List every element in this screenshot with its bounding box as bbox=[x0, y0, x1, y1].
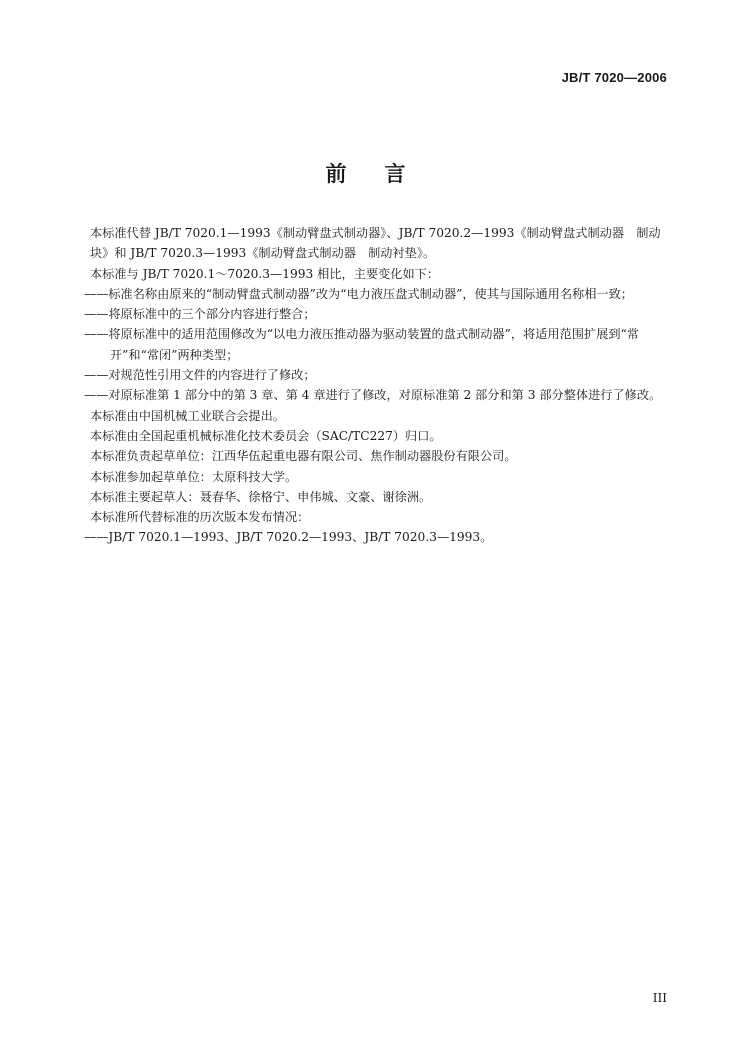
paragraph-drafters: 本标准主要起草人：聂春华、徐格宁、申伟城、文豪、谢徐洲。 bbox=[90, 489, 432, 504]
document-number: JB/T 7020—2006 bbox=[561, 70, 667, 85]
change-item-merge: ——将原标准中的三个部分内容进行整合； bbox=[84, 307, 316, 322]
title-char-1: 前 bbox=[325, 162, 349, 186]
change-item-name: ——标准名称由原来的“制动臂盘式制动器”改为“电力液压盘式制动器”，使其与国际通用名称相一致； bbox=[84, 286, 633, 301]
title-char-2: 言 bbox=[384, 162, 408, 186]
change-item-references: ——对规范性引用文件的内容进行了修改； bbox=[84, 368, 316, 383]
paragraph-proposer: 本标准由中国机械工业联合会提出。 bbox=[90, 408, 285, 423]
change-item-scope: ——将原标准中的适用范围修改为“以电力液压推动器为驱动装置的盘式制动器”，将适用范围扩展到“常开”和“常闭”两种类型； bbox=[84, 327, 639, 362]
history-item: ——JB/T 7020.1—1993、JB/T 7020.2—1993、JB/T 7020.3—1993。 bbox=[84, 530, 493, 545]
paragraph-committee: 本标准由全国起重机械标准化技术委员会（SAC/TC227）归口。 bbox=[90, 428, 442, 443]
paragraph-changes-intro: 本标准与 JB/T 7020.1～7020.3—1993 相比，主要变化如下： bbox=[90, 266, 440, 281]
change-item-chapters: ——对原标准第 1 部分中的第 3 章、第 4 章进行了修改，对原标准第 2 部分和第 3 部分整体进行了修改。 bbox=[84, 388, 662, 403]
page-title bbox=[0, 158, 733, 188]
paragraph-participating-unit: 本标准参加起草单位：太原科技大学。 bbox=[90, 469, 298, 484]
paragraph-history-intro: 本标准所代替标准的历次版本发布情况： bbox=[90, 510, 310, 525]
page-number: III bbox=[652, 991, 667, 1005]
paragraph-drafting-units: 本标准负责起草单位：江西华伍起重电器有限公司、焦作制动器股份有限公司。 bbox=[90, 449, 517, 464]
foreword-body bbox=[84, 223, 673, 548]
paragraph-replaces: 本标准代替 JB/T 7020.1—1993《制动臂盘式制动器》、JB/T 7020.2—1993《制动臂盘式制动器 制动块》和 JB/T 7020.3—1993《制动臂盘式制动器 制动衬垫》。 bbox=[90, 226, 661, 261]
